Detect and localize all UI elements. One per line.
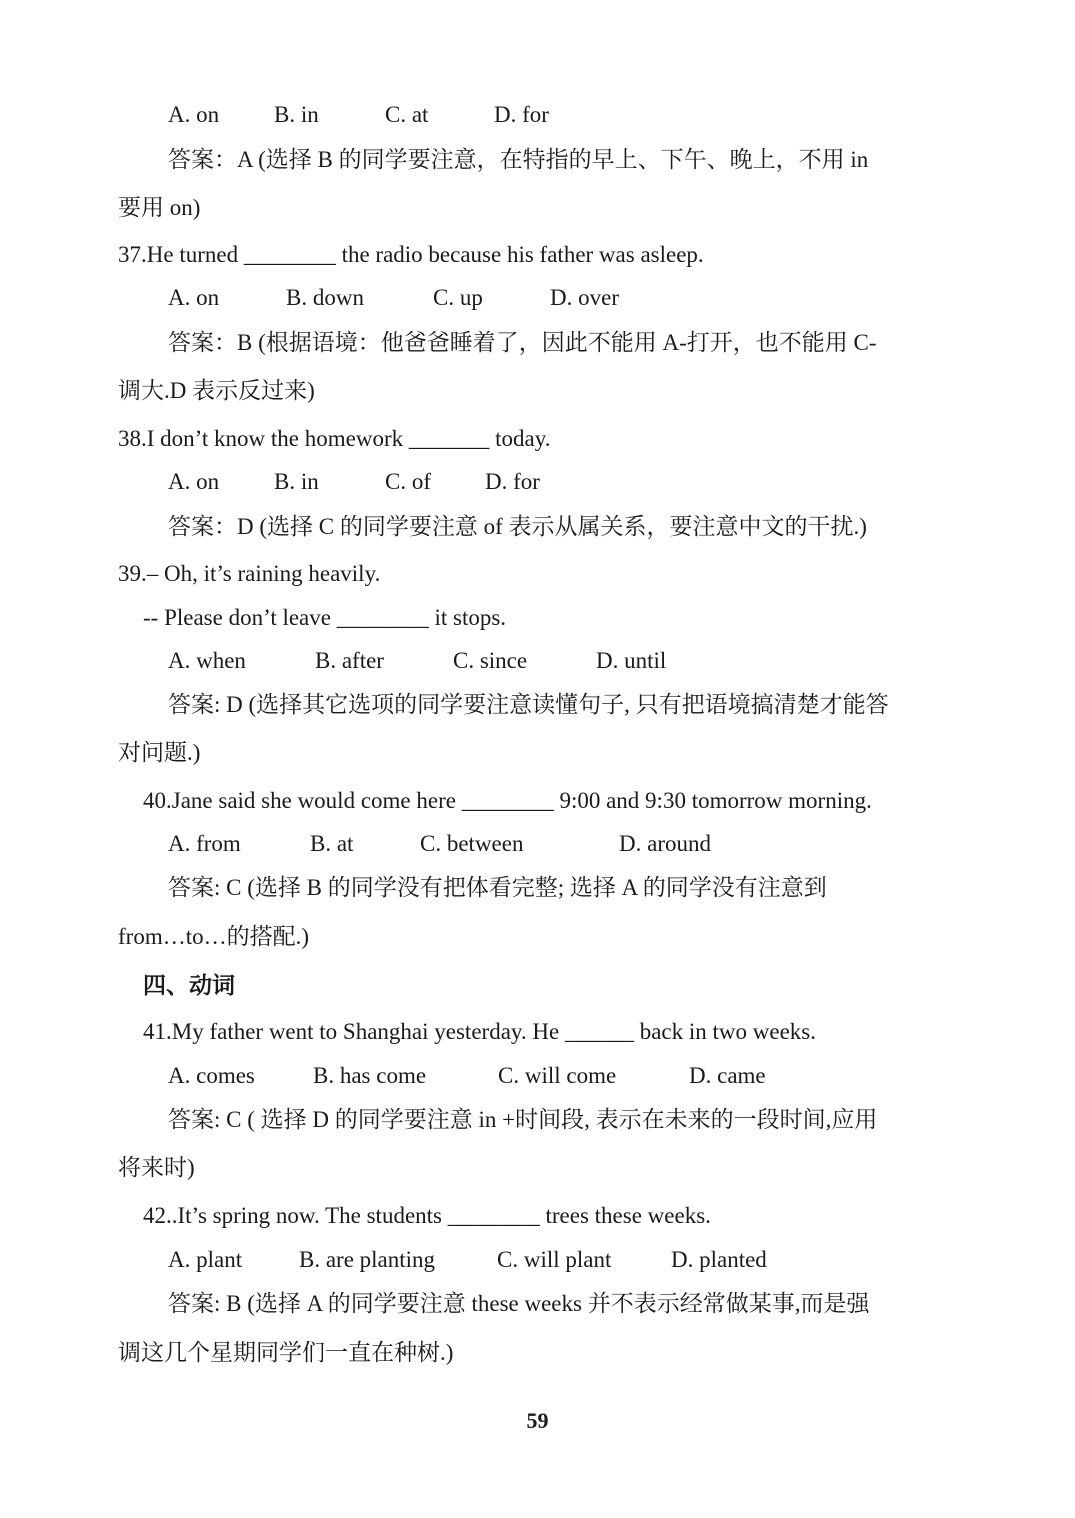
option-a: A. on [168,285,220,310]
option-b: B. at [310,831,354,856]
option-d: D. until [596,648,667,673]
option-d: D. came [689,1063,766,1088]
option-c: C. will plant [497,1247,612,1272]
q40-answer-cont: from…to…的搭配.) [118,924,310,949]
option-a: A. comes [168,1063,255,1088]
section-heading: 四、动词 [143,973,235,998]
option-c: C. up [433,285,483,310]
q36-answer-cont: 要用 on) [118,195,201,220]
q38-question: 38.I don’t know the homework _______ today. [118,426,551,451]
option-c: C. at [385,102,429,127]
option-c: C. of [385,469,431,494]
option-d: D. for [494,102,549,127]
q40-question: 40.Jane said she would come here ________ 9:00 and 9:30 tomorrow morning. [143,788,872,813]
q42-question: 42..It’s spring now. The students ________ trees these weeks. [143,1203,711,1228]
option-a: A. on [168,102,220,127]
q41-answer-cont: 将来时) [118,1155,195,1180]
option-c: C. since [453,648,528,673]
option-d: D. over [550,285,619,310]
option-b: B. are planting [299,1247,436,1272]
option-d: D. for [485,469,540,494]
option-a: A. when [168,648,246,673]
option-d: D. around [619,831,711,856]
q37-question: 37.He turned ________ the radio because his father was asleep. [118,242,704,267]
option-b: B. has come [313,1063,427,1088]
q41-question: 41.My father went to Shanghai yesterday. He ______ back in two weeks. [143,1019,817,1044]
option-d: D. planted [671,1247,767,1272]
option-a: A. plant [168,1247,243,1272]
page-number: 59 [526,1408,549,1433]
q42-answer-cont: 调这几个星期同学们一直在种树.) [118,1340,454,1365]
q39-answer-cont: 对问题.) [118,740,201,765]
option-b: B. down [286,285,364,310]
q38-answer: 答案：D (选择 C 的同学要注意 of 表示从属关系，要注意中文的干扰.) [168,514,867,539]
q40-answer: 答案: C (选择 B 的同学没有把体看完整; 选择 A 的同学没有注意到 [168,875,827,900]
q42-answer: 答案: B (选择 A 的同学要注意 these weeks 并不表示经常做某事,而是强 [168,1291,870,1316]
q39-question-reply: -- Please don’t leave ________ it stops. [143,605,507,630]
option-a: A. on [168,469,220,494]
option-a: A. from [168,831,241,856]
option-b: B. after [315,648,384,673]
q39-question: 39.– Oh, it’s raining heavily. [118,561,381,586]
q41-answer: 答案: C ( 选择 D 的同学要注意 in +时间段, 表示在未来的一段时间,应用 [168,1107,878,1132]
option-c: C. will come [498,1063,617,1088]
option-b: B. in [274,469,319,494]
q36-answer: 答案：A (选择 B 的同学要注意，在特指的早上、下午、晚上，不用 in [168,147,869,172]
q37-answer: 答案：B (根据语境：他爸爸睡着了，因此不能用 A-打开，也不能用 C- [168,330,877,355]
q37-answer-cont: 调大.D 表示反过来) [118,378,315,403]
option-b: B. in [274,102,319,127]
option-c: C. between [420,831,524,856]
q39-answer: 答案: D (选择其它选项的同学要注意读懂句子, 只有把语境搞清楚才能答 [168,692,889,717]
